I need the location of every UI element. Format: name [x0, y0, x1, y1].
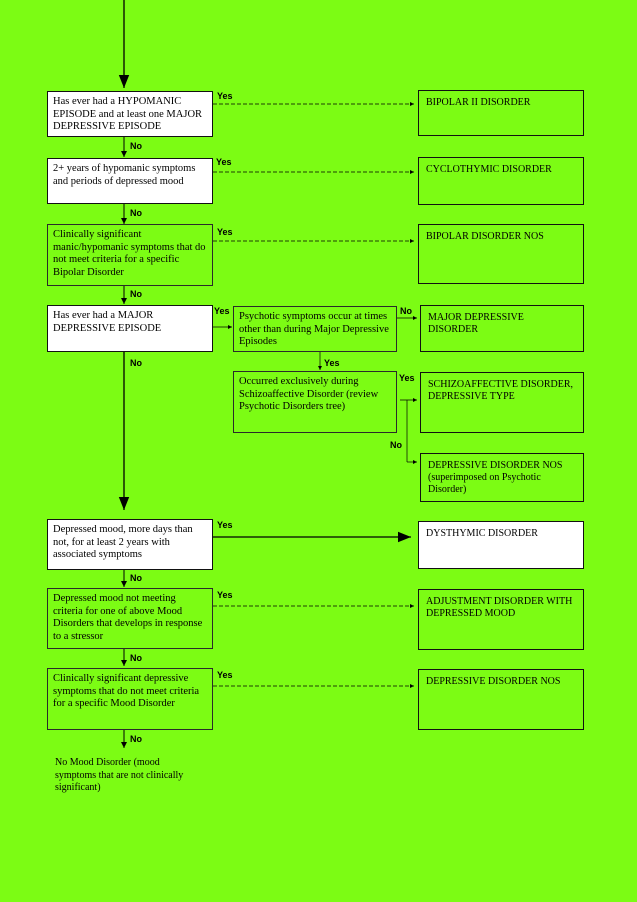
outcome-major-depressive: MAJOR DEPRESSIVE DISORDER: [420, 305, 584, 352]
decision-depressive-symptoms-nos: Clinically significant depressive symptoms that do not meet criteria for a specific Mood Disorder: [47, 668, 213, 730]
yes-label: Yes: [217, 590, 233, 600]
no-mood-disorder-note: No Mood Disorder (mood symptoms that are not clinically significant): [55, 757, 184, 793]
yes-label: Yes: [217, 227, 233, 237]
yes-label: Yes: [216, 157, 232, 167]
outcome-adjustment: ADJUSTMENT DISORDER WITH DEPRESSED MOOD: [418, 589, 584, 650]
outcome-dd-nos-psychotic: DEPRESSIVE DISORDER NOS (superimposed on Psychotic Disorder): [420, 453, 584, 502]
decision-schizoaffective: Occurred exclusively during Schizoaffective Disorder (review Psychotic Disorders tree): [233, 371, 397, 433]
decision-stressor: Depressed mood not meeting criteria for one of above Mood Disorders that develops in response to a stressor: [47, 588, 213, 649]
no-label: No: [130, 573, 142, 583]
no-label: No: [130, 141, 142, 151]
yes-label: Yes: [217, 520, 233, 530]
outcome-cyclothymic: CYCLOTHYMIC DISORDER: [418, 157, 584, 205]
no-label: No: [130, 358, 142, 368]
no-label: No: [130, 289, 142, 299]
decision-hypomanic-symptoms: 2+ years of hypomanic symptoms and periods of depressed mood: [47, 158, 213, 204]
no-label: No: [130, 208, 142, 218]
no-label: No: [130, 653, 142, 663]
no-label: No: [130, 734, 142, 744]
outcome-dysthymic: DYSTHYMIC DISORDER: [418, 521, 584, 569]
decision-psychotic-symptoms: Psychotic symptoms occur at times other than during Major Depressive Episodes: [233, 306, 397, 352]
yes-label: Yes: [217, 91, 233, 101]
decision-hypomanic-episode: Has ever had a HYPOMANIC EPISODE and at least one MAJOR DEPRESSIVE EPISODE: [47, 91, 213, 137]
decision-depressed-mood-2-years: Depressed mood, more days than not, for at least 2 years with associated symptoms: [47, 519, 213, 570]
decision-major-depressive-episode: Has ever had a MAJOR DEPRESSIVE EPISODE: [47, 305, 213, 352]
no-label: No: [400, 306, 412, 316]
outcome-schizoaffective: SCHIZOAFFECTIVE DISORDER, DEPRESSIVE TYPE: [420, 372, 584, 433]
outcome-dd-nos: DEPRESSIVE DISORDER NOS: [418, 669, 584, 730]
yes-label: Yes: [217, 670, 233, 680]
no-label: No: [390, 440, 402, 450]
yes-label: Yes: [399, 373, 415, 383]
yes-label: Yes: [214, 306, 230, 316]
outcome-bipolar-ii: BIPOLAR II DISORDER: [418, 90, 584, 136]
yes-label: Yes: [324, 358, 340, 368]
decision-manic-symptoms-nos: Clinically significant manic/hypomanic symptoms that do not meet criteria for a specific Bipolar Disorder: [47, 224, 213, 286]
outcome-bipolar-nos: BIPOLAR DISORDER NOS: [418, 224, 584, 284]
